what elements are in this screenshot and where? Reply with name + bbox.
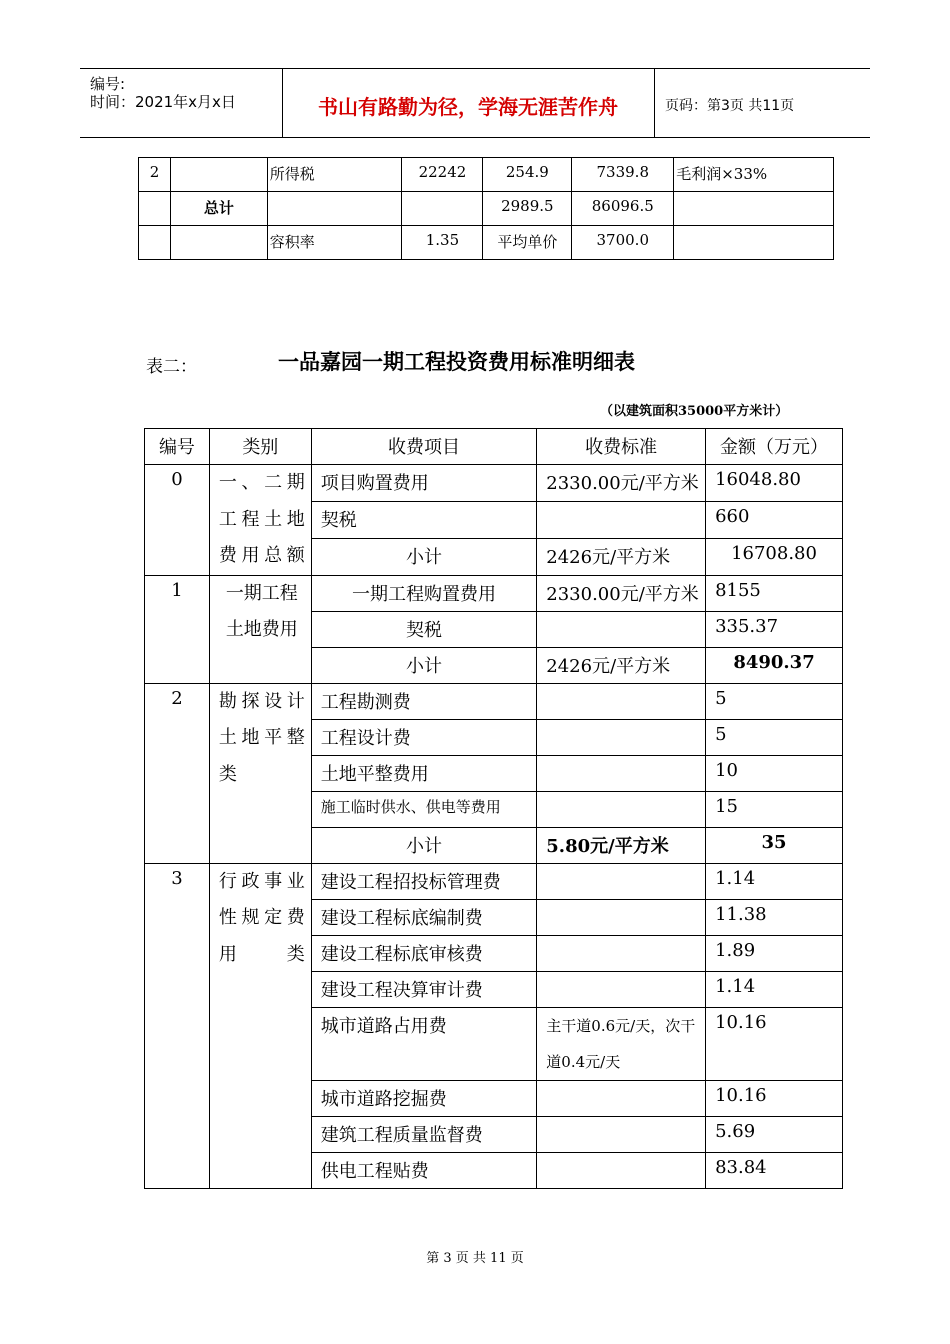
fee-amount: 5 xyxy=(706,719,843,755)
group-number: 1 xyxy=(145,575,210,683)
fee-standard xyxy=(537,1116,706,1152)
fee-amount: 10 xyxy=(706,755,843,791)
table-row xyxy=(139,226,834,260)
fee-item: 工程设计费 xyxy=(311,719,537,755)
table-row xyxy=(139,158,834,192)
fee-amount: 16708.80 xyxy=(706,538,843,575)
table-cell: 总计 xyxy=(170,192,267,226)
fee-item: 建设工程决算审计费 xyxy=(311,971,537,1007)
page-header xyxy=(80,68,870,138)
table-cell: 22242 xyxy=(402,158,483,192)
fee-standard xyxy=(537,899,706,935)
fee-item: 建设工程招投标管理费 xyxy=(311,863,537,899)
summary-table xyxy=(138,157,834,260)
fee-amount: 1.89 xyxy=(706,935,843,971)
page-footer: 第 3 页 共 11 页 xyxy=(426,1251,524,1266)
fee-standard xyxy=(537,1152,706,1188)
header-motto-cell xyxy=(282,69,655,137)
fee-amount: 5.69 xyxy=(706,1116,843,1152)
table-cell xyxy=(170,226,267,260)
table-row xyxy=(145,683,843,719)
motto: 书山有路勤为径，学海无涯苦作舟 xyxy=(318,95,618,119)
table-cell xyxy=(170,158,267,192)
fee-standard xyxy=(537,683,706,719)
table-cell: 2 xyxy=(139,158,171,192)
fee-standard xyxy=(537,755,706,791)
table-cell: 254.9 xyxy=(483,158,572,192)
fee-standard xyxy=(537,971,706,1007)
table-header-row xyxy=(145,429,843,465)
fee-item: 小计 xyxy=(311,538,537,575)
fee-item: 施工临时供水、供电等费用 xyxy=(311,791,537,827)
fee-amount: 5 xyxy=(706,683,843,719)
table-cell xyxy=(139,192,171,226)
table-cell xyxy=(267,192,402,226)
date-label: 时间：2021年x月x日 xyxy=(90,93,236,111)
fee-standard: 2330.00元/平方米 xyxy=(537,575,706,611)
group-number: 0 xyxy=(145,465,210,576)
column-header: 编号 xyxy=(145,429,210,465)
fee-standard: 2426元/平方米 xyxy=(537,647,706,683)
table-title: 一品嘉园一期工程投资费用标准明细表 xyxy=(278,349,635,374)
column-header: 类别 xyxy=(209,429,311,465)
table-cell: 7339.8 xyxy=(572,158,674,192)
fee-item: 小计 xyxy=(311,827,537,863)
fee-amount: 10.16 xyxy=(706,1080,843,1116)
fee-item: 一期工程购置费用 xyxy=(311,575,537,611)
fee-amount: 335.37 xyxy=(706,611,843,647)
fee-amount: 83.84 xyxy=(706,1152,843,1188)
header-page-cell xyxy=(655,69,870,137)
fee-standard: 2330.00元/平方米 xyxy=(537,465,706,502)
fee-standard xyxy=(537,791,706,827)
group-category: 一、二期工程土地费用总额 xyxy=(209,465,311,576)
fee-item: 工程勘测费 xyxy=(311,683,537,719)
fee-standard xyxy=(537,719,706,755)
table-cell: 3700.0 xyxy=(572,226,674,260)
table-cell: 1.35 xyxy=(402,226,483,260)
column-header: 收费标准 xyxy=(537,429,706,465)
group-number: 2 xyxy=(145,683,210,863)
fee-item: 土地平整费用 xyxy=(311,755,537,791)
cost-detail-table xyxy=(144,428,843,1189)
number-label: 编号: xyxy=(90,75,126,93)
group-category: 勘探设计土地平整类 xyxy=(209,683,311,863)
table-cell: 平均单价 xyxy=(483,226,572,260)
table-note: （以建筑面积35000平方米计） xyxy=(600,404,789,419)
table-cell: 2989.5 xyxy=(483,192,572,226)
fee-item: 项目购置费用 xyxy=(311,465,537,502)
fee-amount: 10.16 xyxy=(706,1007,843,1080)
fee-standard: 5.80元/平方米 xyxy=(537,827,706,863)
fee-standard: 主干道0.6元/天，次干道0.4元/天 xyxy=(537,1007,706,1080)
fee-item: 建设工程标底审核费 xyxy=(311,935,537,971)
table-cell xyxy=(674,192,834,226)
fee-amount: 15 xyxy=(706,791,843,827)
fee-item: 小计 xyxy=(311,647,537,683)
column-header: 收费项目 xyxy=(311,429,537,465)
table-cell: 毛利润×33% xyxy=(674,158,834,192)
table-row xyxy=(145,863,843,899)
fee-standard xyxy=(537,501,706,538)
fee-amount: 16048.80 xyxy=(706,465,843,502)
fee-amount: 35 xyxy=(706,827,843,863)
fee-standard xyxy=(537,1080,706,1116)
table-cell xyxy=(674,226,834,260)
table-cell: 86096.5 xyxy=(572,192,674,226)
page-label: 页码：第3页 共11页 xyxy=(665,98,795,114)
fee-amount: 1.14 xyxy=(706,863,843,899)
table-cell xyxy=(402,192,483,226)
fee-standard xyxy=(537,611,706,647)
fee-item: 城市道路挖掘费 xyxy=(311,1080,537,1116)
fee-amount: 1.14 xyxy=(706,971,843,1007)
group-category: 一期工程土地费用 xyxy=(209,575,311,683)
table-cell xyxy=(139,226,171,260)
table-caption-label: 表二： xyxy=(146,357,197,377)
fee-standard xyxy=(537,935,706,971)
fee-item: 建设工程标底编制费 xyxy=(311,899,537,935)
table-cell: 所得税 xyxy=(267,158,402,192)
fee-amount: 11.38 xyxy=(706,899,843,935)
column-header: 金额（万元） xyxy=(706,429,843,465)
fee-amount: 8155 xyxy=(706,575,843,611)
table-row xyxy=(145,465,843,502)
fee-item: 契税 xyxy=(311,611,537,647)
fee-standard xyxy=(537,863,706,899)
fee-item: 供电工程贴费 xyxy=(311,1152,537,1188)
fee-amount: 660 xyxy=(706,501,843,538)
fee-item: 城市道路占用费 xyxy=(311,1007,537,1080)
table-cell: 容积率 xyxy=(267,226,402,260)
table-row xyxy=(145,575,843,611)
group-number: 3 xyxy=(145,863,210,1188)
fee-item: 建筑工程质量监督费 xyxy=(311,1116,537,1152)
fee-amount: 8490.37 xyxy=(706,647,843,683)
header-meta xyxy=(80,69,283,137)
fee-item: 契税 xyxy=(311,501,537,538)
fee-standard: 2426元/平方米 xyxy=(537,538,706,575)
group-category: 行政事业性规定费用类 xyxy=(209,863,311,1188)
table-row xyxy=(139,192,834,226)
